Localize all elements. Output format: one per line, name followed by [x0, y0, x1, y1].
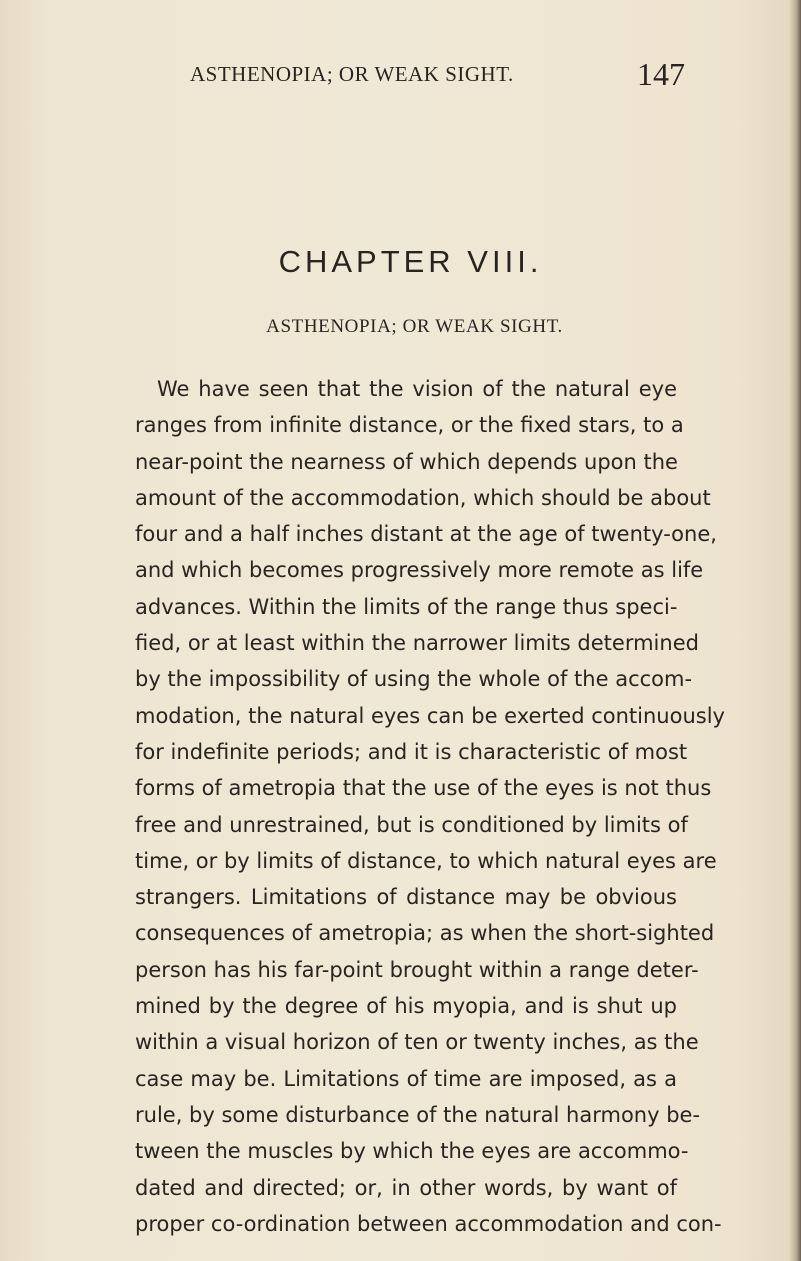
text-line: amount of the accommodation, which should be about [135, 485, 711, 510]
text-line: advances. Within the limits of the range thus speci- [135, 594, 678, 619]
page-number: 147 [637, 56, 685, 92]
text-line: ranges from infinite distance, or the fixed stars, to a [135, 413, 684, 438]
text-line: free and unrestrained, but is conditioned by limits of [135, 812, 688, 837]
text-line: by the impossibility of using the whole of the accom- [135, 667, 693, 692]
text-line: tween the muscles by which the eyes are accommo- [135, 1139, 689, 1164]
text-line: case may be. Limitations of time are imposed, as a [135, 1066, 677, 1091]
text-line: rule, by some disturbance of the natural harmony be- [135, 1102, 701, 1127]
text-line: modation, the natural eyes can be exerted continuously [135, 703, 725, 728]
text-line: within a visual horizon of ten or twenty inches, as the [135, 1030, 699, 1055]
text-line: fied, or at least within the narrower limits determined [135, 631, 699, 656]
text-line: time, or by limits of distance, to which natural eyes are [135, 848, 717, 873]
text-line: strangers. Limitations of distance may be obvious [135, 885, 677, 910]
text-line: person has his far-point brought within a range deter- [135, 957, 699, 982]
text-line: consequences of ametropia; as when the short-sighted [135, 921, 715, 946]
text-line: for indefinite periods; and it is characteristic of most [135, 739, 688, 764]
running-head-title: ASTHENOPIA; OR WEAK SIGHT. [190, 62, 514, 86]
chapter-title: CHAPTER VIII. [278, 244, 543, 279]
text-line: mined by the degree of his myopia, and is shut up [135, 994, 677, 1019]
text-line: proper co-ordination between accommodation and con- [135, 1211, 722, 1236]
section-title: ASTHENOPIA; OR WEAK SIGHT. [266, 316, 563, 337]
text-line: We have seen that the vision of the natural eye [157, 377, 677, 401]
text-line: and which becomes progressively more remote as life [135, 558, 704, 583]
text-line: dated and directed; or, in other words, by want of [135, 1175, 677, 1200]
text-line: forms of ametropia that the use of the eyes is not thus [135, 776, 712, 801]
body-paragraph [135, 371, 725, 1242]
page-edge-shadow [789, 0, 801, 1261]
text-line: four and a half inches distant at the age of twenty-one, [135, 522, 717, 547]
running-head [0, 56, 801, 102]
text-line: near-point the nearness of which depends upon the [135, 449, 678, 474]
